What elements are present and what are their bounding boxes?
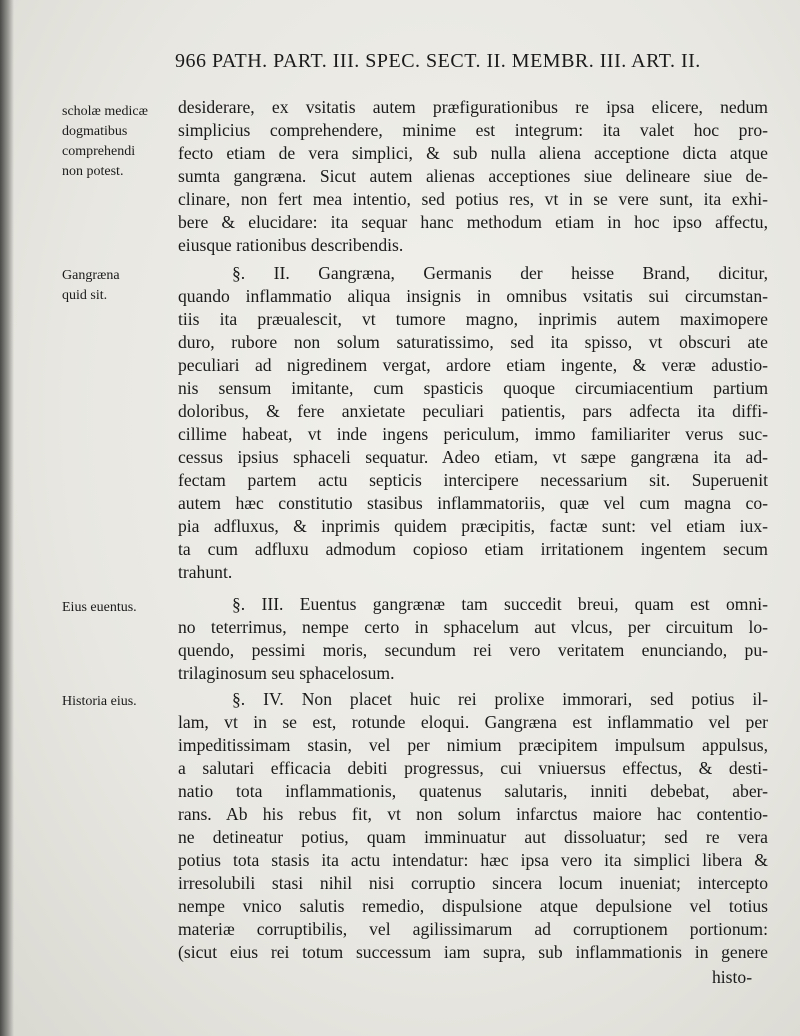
body-line: lam, vt in se est, rotunde eloqui. Gangræna est inflammatio vel per [178, 712, 768, 732]
margin-note-schola [62, 102, 177, 182]
margin-note-gangraena [62, 266, 177, 306]
body-line: irresolubili stasi nihil nisi corruptio sincera locum inueniat; intercepto [178, 873, 768, 893]
body-line: quando inflammatio aliqua insignis in omnibus vsitatis sui circumstan- [178, 286, 768, 306]
running-head: 966 PATH. PART. III. SPEC. SECT. II. MEMBR. III. ART. II. [175, 50, 701, 72]
body-line: fectam partem actu septicis intercipere necessarium sit. Superuenit [178, 470, 768, 490]
body-line: quendo, pessimi moris, secundum rei vero veritatem enunciando, pu- [178, 640, 768, 660]
body-line: duro, rubore non solum saturatissimo, sed ita spisso, vt obscuri ate [178, 332, 768, 352]
page-binding-shadow [0, 0, 14, 1036]
body-line: nis sensum imitante, cum spasticis quoque circumiacentium partium [178, 378, 768, 398]
body-line: desiderare, ex vsitatis autem præfigurationibus re ipsa elicere, nedum [178, 97, 768, 117]
margin-note-line: dogmatibus [62, 124, 128, 139]
body-line: potius tota stasis ita actu intendatur: hæc ipsa vero ita simplici libera & [178, 850, 768, 870]
body-line: fecto etiam de vera simplici, & sub nulla aliena acceptione dicta atque [178, 143, 768, 163]
body-line: autem hæc constitutio stasibus inflammatoriis, quæ vel cum magna co- [178, 493, 768, 513]
margin-note-line: comprehendi [62, 144, 136, 159]
margin-note-line: Gangræna [62, 268, 120, 283]
body-line: trilaginosum seu sphacelosum. [178, 663, 395, 683]
body-line: natio tota inflammationis, quatenus salutaris, inniti debebat, aber- [178, 781, 768, 801]
body-line: sumta gangræna. Sicut autem alienas acceptiones siue delineare siue de- [178, 166, 768, 186]
body-line: ta cum adfluxu admodum copioso etiam irritationem ingentem secum [178, 539, 768, 559]
margin-note-historia [62, 692, 177, 712]
body-line: bere & elucidare: ita sequar hanc methodum etiam in hoc ipso affectu, [178, 212, 768, 232]
body-line: ne detineatur potius, quam imminuatur aut dissoluatur; sed re vera [178, 827, 768, 847]
margin-note-line: non potest. [62, 164, 124, 179]
section-heading-line: §. IV. Non placet huic rei prolixe immorari, sed potius il- [232, 689, 768, 709]
catchword: histo- [712, 967, 753, 987]
body-line: cessus ipsius sphaceli sequatur. Adeo etiam, vt sæpe gangræna ita ad- [178, 447, 768, 467]
body-line: a salutari efficacia debiti progressus, cui vniuersus effectus, & desti- [178, 758, 768, 778]
margin-note-euentus [62, 598, 177, 618]
body-line: cillime habeat, vt inde ingens periculum, immo familiariter verus suc- [178, 424, 768, 444]
body-line: doloribus, & fere anxietate peculiari patientis, pars adfecta ita diffi- [178, 401, 768, 421]
body-line: clinare, non fert mea intentio, sed potius res, vt in se vere sunt, ita exhi- [178, 189, 768, 209]
body-line: nempe vnico salutis remedio, dispulsione atque depulsione vel totius [178, 896, 768, 916]
section-heading-line: §. III. Euentus gangrænæ tam succedit breui, quam est omni- [232, 594, 768, 614]
margin-note-line: scholæ medicæ [62, 104, 148, 119]
body-line: no teterrimus, nempe certo in sphacelum aut vlcus, per circuitum lo- [178, 617, 768, 637]
body-line: rans. Ab his rebus fit, vt non solum infarctus maiore hac contentio- [178, 804, 768, 824]
body-line: eiusque rationibus describendis. [178, 235, 404, 255]
body-line: peculiari ad nigredinem vergat, ardore etiam ingente, & veræ adustio- [178, 355, 768, 375]
body-line: tiis ita præualescit, vt tumore magno, inprimis autem maximopere [178, 309, 768, 329]
body-line: pia adfluxus, & inprimis quidem præcipitis, factæ sunt: vel etiam iux- [178, 516, 768, 536]
body-line: materiæ corruptibilis, vel agilissimarum ad corruptionem portionum: [178, 919, 768, 939]
body-line: trahunt. [178, 562, 233, 582]
body-line: impeditissimam stasin, vel per nimium præcipitem impulsum appulsus, [178, 735, 768, 755]
body-line: simplicius comprehendere, minime est integrum: ita valet hoc pro- [178, 120, 768, 140]
margin-note-line: Historia eius. [62, 694, 137, 709]
body-line: (sicut eius rei totum successum iam supra, sub inflammationis in genere [178, 942, 768, 962]
margin-note-line: Eius euentus. [62, 600, 137, 615]
margin-note-line: quid sit. [62, 288, 108, 303]
section-heading-line: §. II. Gangræna, Germanis der heisse Brand, dicitur, [232, 263, 768, 283]
